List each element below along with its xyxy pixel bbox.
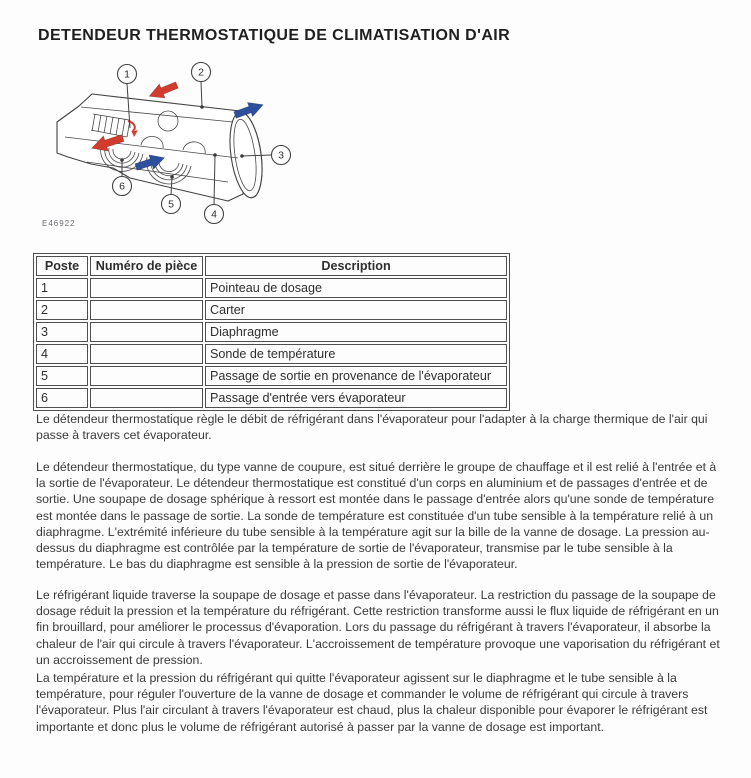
callout-1 <box>118 65 137 84</box>
callout-3-label: 3 <box>278 149 284 162</box>
cell-part-number <box>90 278 203 298</box>
cell-description: Pointeau de dosage <box>205 278 507 298</box>
cell-description: Sonde de température <box>205 344 507 364</box>
cell-part-number <box>90 388 203 408</box>
cell-poste: 1 <box>36 278 88 298</box>
cell-poste: 3 <box>36 322 88 342</box>
cell-part-number <box>90 366 203 386</box>
column-header-poste: Poste <box>36 256 88 276</box>
cell-description: Passage d'entrée vers évaporateur <box>205 388 507 408</box>
callout-5 <box>162 195 181 214</box>
valve-diagram-figure <box>35 58 335 238</box>
paragraph-construction: Le détendeur thermostatique, du type vanne de coupure, est situé derrière le groupe de chauffage et il est relié à l'entrée et à la sortie de l'évaporateur. Le détendeur thermostatique est constitué d'un corps en aluminium et de passages d'entrée et de sortie. Une soupape de dosage sphérique à ressort est montée dans le passage d'entrée alors qu'une sonde de température est montée dans le passage de sortie. La sonde de température est constituée d'un tube sensible à la température relié à un diaphragme. L'extrémité inférieure du tube sensible à la température agit sur la bille de la vanne de dosage. La pression au-dessus du diaphragme est contrôlée par la température de sortie de l'évaporateur, transmise par le tube sensible à la température. Le bas du diaphragme est sensible à la pression de sortie de l'évaporateur. <box>36 460 717 572</box>
table-row <box>36 366 507 386</box>
cell-part-number <box>90 300 203 320</box>
cell-poste: 2 <box>36 300 88 320</box>
page-title: DETENDEUR THERMOSTATIQUE DE CLIMATISATION D'AIR <box>38 26 511 44</box>
callout-2 <box>192 63 211 82</box>
callout-6 <box>113 177 132 196</box>
callout-3 <box>272 146 291 165</box>
red-arrow-top <box>146 78 179 103</box>
table-row <box>36 344 507 364</box>
table-row <box>36 388 507 408</box>
paragraph-overview: Le détendeur thermostatique règle le débit de réfrigérant dans l'évaporateur pour l'adapter à la charge thermique de l'air qui passe à travers cet évaporateur. <box>36 412 708 443</box>
cell-poste: 5 <box>36 366 88 386</box>
table-row <box>36 278 507 298</box>
valve-isometric-drawing <box>35 58 335 238</box>
paragraph-regulation: La température et la pression du réfrigérant qui quitte l'évaporateur agissent sur le diaphragme et le tube sensible à la température, pour réguler l'ouverture de la vanne de dosage et commander le volume de réfrigérant qui circule à travers l'évaporateur. Plus l'air circulant à travers l'évaporateur est chaud, plus la chaleur disponible pour évaporer le réfrigérant est importante et donc plus le volume de réfrigérant autorisé à passer par la vanne de dosage est important. <box>36 671 708 734</box>
column-header-description: Description <box>205 256 507 276</box>
callout-6-label: 6 <box>119 180 125 193</box>
cell-description: Diaphragme <box>205 322 507 342</box>
parts-table-header-row <box>36 256 507 276</box>
cell-part-number <box>90 322 203 342</box>
table-row <box>36 300 507 320</box>
callout-5-label: 5 <box>168 198 174 211</box>
cell-poste: 4 <box>36 344 88 364</box>
table-row <box>36 322 507 342</box>
cell-description: Passage de sortie en provenance de l'évaporateur <box>205 366 507 386</box>
callout-1-label: 1 <box>124 68 130 81</box>
cell-part-number <box>90 344 203 364</box>
cell-poste: 6 <box>36 388 88 408</box>
callout-2-label: 2 <box>198 66 204 79</box>
cell-description: Carter <box>205 300 507 320</box>
callout-4 <box>205 205 224 224</box>
figure-code: E46922 <box>42 219 76 228</box>
column-header-part-number: Numéro de pièce <box>90 256 203 276</box>
parts-table <box>33 253 510 411</box>
callout-4-label: 4 <box>211 208 217 221</box>
paragraph-refrigerant-flow: Le réfrigérant liquide traverse la soupape de dosage et passe dans l'évaporateur. La restriction du passage de la soupape de dosage réduit la pression et la température du réfrigérant. Cette restriction transforme aussi le flux liquide de réfrigérant en un fin brouillard, pour améliorer le processus d'évaporation. Lors du passage du réfrigérant à travers l'évaporateur, il absorbe la chaleur de l'air qui circule à travers l'évaporateur. L'accroissement de température provoque une vaporisation du réfrigérant et un accroissement de pression. <box>36 588 720 667</box>
